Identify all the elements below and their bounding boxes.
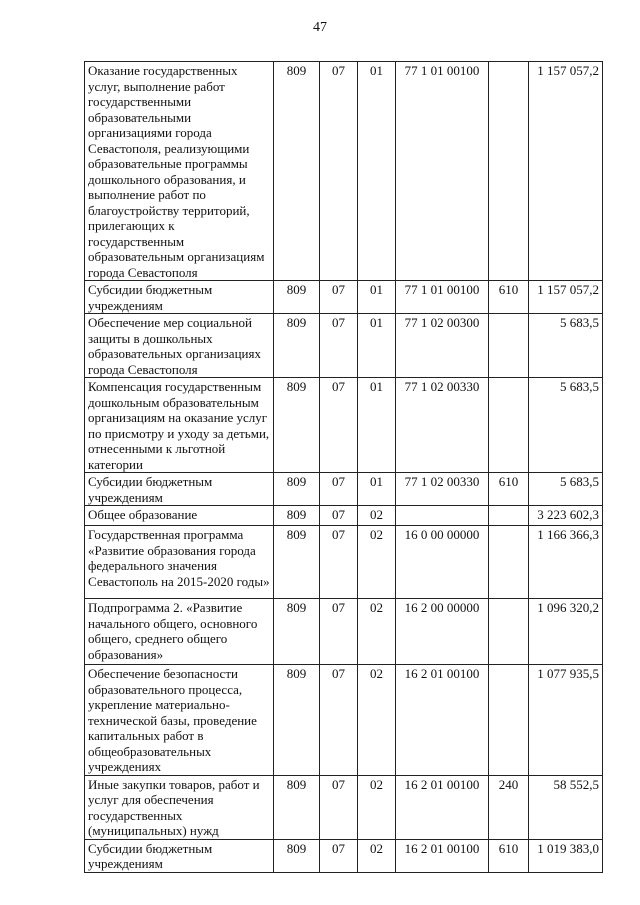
row-department-code: 809 xyxy=(274,314,320,378)
row-name: Оказание государственных услуг, выполнение работ государственными образовательными организациями города Севастополя, реализующими образовательные программы дошкольного образования, и выполнение работ по благоустройству территорий, прилегающих к государственным образовательным организациям города Севастополя xyxy=(85,62,274,281)
table-row xyxy=(85,506,603,526)
row-department-code: 809 xyxy=(274,665,320,776)
row-expense-type xyxy=(489,314,529,378)
row-target-code: 77 1 02 00330 xyxy=(396,473,489,506)
row-section-code: 07 xyxy=(320,775,358,839)
row-target-code: 16 2 01 00100 xyxy=(396,775,489,839)
row-section-code: 07 xyxy=(320,378,358,473)
table-row xyxy=(85,665,603,776)
table-row xyxy=(85,526,603,599)
row-name: Субсидии бюджетным учреждениям xyxy=(85,839,274,872)
table-row xyxy=(85,775,603,839)
row-section-code: 07 xyxy=(320,62,358,281)
row-name: Обеспечение безопасности образовательного процесса, укрепление материально-технической базы, проведение капитальных работ в общеобразовательных учреждениях xyxy=(85,665,274,776)
row-department-code: 809 xyxy=(274,775,320,839)
row-expense-type: 240 xyxy=(489,775,529,839)
row-department-code: 809 xyxy=(274,473,320,506)
row-department-code: 809 xyxy=(274,378,320,473)
row-target-code xyxy=(396,506,489,526)
row-subsection-code: 02 xyxy=(358,839,396,872)
row-section-code: 07 xyxy=(320,473,358,506)
table-row xyxy=(85,839,603,872)
row-amount: 5 683,5 xyxy=(529,378,603,473)
row-amount: 1 077 935,5 xyxy=(529,665,603,776)
row-name: Иные закупки товаров, работ и услуг для обеспечения государственных (муниципальных) нужд xyxy=(85,775,274,839)
row-target-code: 16 0 00 00000 xyxy=(396,526,489,599)
row-section-code: 07 xyxy=(320,599,358,665)
row-section-code: 07 xyxy=(320,839,358,872)
row-target-code: 77 1 02 00300 xyxy=(396,314,489,378)
row-amount: 1 166 366,3 xyxy=(529,526,603,599)
row-amount: 1 157 057,2 xyxy=(529,62,603,281)
row-name: Общее образование xyxy=(85,506,274,526)
page-number: 47 xyxy=(313,20,327,35)
row-department-code: 809 xyxy=(274,526,320,599)
row-amount: 3 223 602,3 xyxy=(529,506,603,526)
row-subsection-code: 01 xyxy=(358,314,396,378)
row-target-code: 16 2 00 00000 xyxy=(396,599,489,665)
row-expense-type xyxy=(489,506,529,526)
budget-table xyxy=(84,61,603,873)
row-subsection-code: 02 xyxy=(358,599,396,665)
table-row xyxy=(85,314,603,378)
row-department-code: 809 xyxy=(274,599,320,665)
row-amount: 5 683,5 xyxy=(529,473,603,506)
row-expense-type: 610 xyxy=(489,839,529,872)
row-target-code: 77 1 02 00330 xyxy=(396,378,489,473)
row-name: Субсидии бюджетным учреждениям xyxy=(85,473,274,506)
row-section-code: 07 xyxy=(320,506,358,526)
row-department-code: 809 xyxy=(274,281,320,314)
row-target-code: 77 1 01 00100 xyxy=(396,281,489,314)
row-amount: 58 552,5 xyxy=(529,775,603,839)
row-expense-type xyxy=(489,62,529,281)
row-subsection-code: 02 xyxy=(358,665,396,776)
row-expense-type xyxy=(489,526,529,599)
row-name: Субсидии бюджетным учреждениям xyxy=(85,281,274,314)
row-amount: 1 019 383,0 xyxy=(529,839,603,872)
table-row xyxy=(85,62,603,281)
row-expense-type: 610 xyxy=(489,473,529,506)
row-subsection-code: 02 xyxy=(358,526,396,599)
row-subsection-code: 01 xyxy=(358,378,396,473)
row-subsection-code: 02 xyxy=(358,506,396,526)
row-section-code: 07 xyxy=(320,665,358,776)
table-row xyxy=(85,473,603,506)
row-section-code: 07 xyxy=(320,281,358,314)
row-name: Компенсация государственным дошкольным образовательным организациям на оказание услуг по присмотру и уходу за детьми, отнесенными к льготной категории xyxy=(85,378,274,473)
row-target-code: 16 2 01 00100 xyxy=(396,665,489,776)
row-name: Подпрограмма 2. «Развитие начального общего, основного общего, среднего общего образования» xyxy=(85,599,274,665)
row-target-code: 16 2 01 00100 xyxy=(396,839,489,872)
row-name: Государственная программа «Развитие образования города федерального значения Севастополь на 2015-2020 годы» xyxy=(85,526,274,599)
row-section-code: 07 xyxy=(320,314,358,378)
row-amount: 1 096 320,2 xyxy=(529,599,603,665)
row-amount: 5 683,5 xyxy=(529,314,603,378)
row-department-code: 809 xyxy=(274,839,320,872)
row-subsection-code: 01 xyxy=(358,473,396,506)
row-subsection-code: 02 xyxy=(358,775,396,839)
table-row xyxy=(85,281,603,314)
row-expense-type: 610 xyxy=(489,281,529,314)
row-department-code: 809 xyxy=(274,62,320,281)
row-expense-type xyxy=(489,378,529,473)
row-subsection-code: 01 xyxy=(358,281,396,314)
row-name: Обеспечение мер социальной защиты в дошкольных образовательных организациях города Севастополя xyxy=(85,314,274,378)
table-row xyxy=(85,378,603,473)
row-department-code: 809 xyxy=(274,506,320,526)
table-row xyxy=(85,599,603,665)
row-section-code: 07 xyxy=(320,526,358,599)
row-target-code: 77 1 01 00100 xyxy=(396,62,489,281)
row-expense-type xyxy=(489,599,529,665)
row-amount: 1 157 057,2 xyxy=(529,281,603,314)
row-expense-type xyxy=(489,665,529,776)
row-subsection-code: 01 xyxy=(358,62,396,281)
